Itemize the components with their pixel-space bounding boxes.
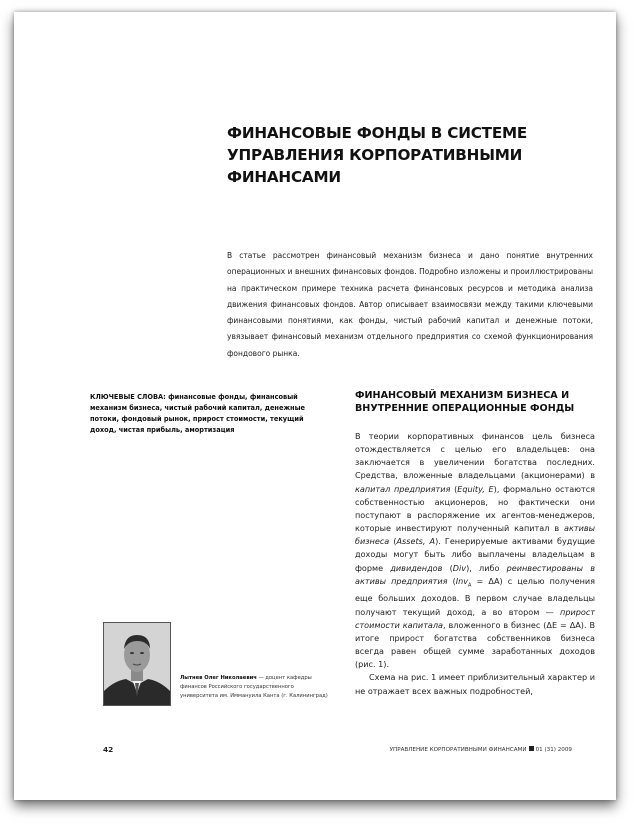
- journal-page: [14, 12, 616, 800]
- article-body: [355, 430, 595, 698]
- body-paragraph: В теории корпоративных финансов цель бизнеса отождествляется с целью его владельцев: она заключается в увеличении богатства последних. Средства, вложенные владельцами (акционерами) в капитал предприятия (Equity, E), формально остаются собственностью акционеров, но фактически они поступают в распоряжение их агентов-менеджеров, которые инвестируют полученный капитал в активы бизнеса (Assets, A). Генерируемые активами будущие доходы могут быть либо выплачены владельцам в форме дивидендов (Div), либо реинвестированы в активы предприятия (Inv$_A$ = ΔA) с целью получения еще больших доходов. В первом случае владельцы получают текущий доход, а во втором — прирост стоимости капитала, вложенного в бизнес (ΔE = ΔA). В итоге прирост богатства собственников бизнеса всегда равен общей сумме заработанных доходов (рис. 1).: [355, 431, 596, 670]
- author-info: [180, 674, 332, 700]
- author-name: Лытнев Олег Николаевич: [180, 675, 257, 681]
- page-number: 42: [103, 745, 114, 754]
- keywords: КЛЮЧЕВЫЕ СЛОВА: финансовые фонды, финансовый механизм бизнеса, чистый рабочий капитал, денежные потоки, фондовый рынок, прирост стоимости, текущий доход, чистая прибыль, амортизация: [90, 393, 305, 434]
- author-photo: [103, 622, 171, 706]
- article-abstract: В статье рассмотрен финансовый механизм бизнеса и дано понятие внутренних операционных и внешних финансовых фондов. Подробно изложены и проиллюстрированы на практическом примере техника расчета финансовых ресурсов и методика анализа движения финансовых фондов. Автор описывает взаимосвязи между такими ключевыми финансовыми понятиями, как фонды, чистый рабочий капитал и денежные потоки, увязывает финансовый механизм отдельного предприятия со схемой функционирования фондового рынка.: [227, 251, 593, 358]
- article-title: ФИНАНСОВЫЕ ФОНДЫ В СИСТЕМЕ УПРАВЛЕНИЯ КОРПОРАТИВНЫМИ ФИНАНСАМИ: [227, 124, 528, 186]
- square-bullet-icon: [529, 746, 534, 751]
- journal-issue: 01 (31) 2009: [535, 747, 572, 753]
- journal-name: УПРАВЛЕНИЕ КОРПОРАТИВНЫМИ ФИНАНСАМИ: [389, 747, 527, 753]
- body-paragraph: Схема на рис. 1 имеет приблизительный характер и не отражает всех важных подробностей,: [355, 672, 595, 696]
- section-heading: ФИНАНСОВЫЙ МЕХАНИЗМ БИЗНЕСА И ВНУТРЕННИЕ ОПЕРАЦИОННЫЕ ФОНДЫ: [355, 390, 575, 414]
- author-portrait-image: [104, 623, 170, 705]
- author-description: — доцент кафедры финансов Российского государственного университета им. Иммануила Канта (г. Калининград): [180, 675, 328, 699]
- journal-footer: [390, 746, 572, 753]
